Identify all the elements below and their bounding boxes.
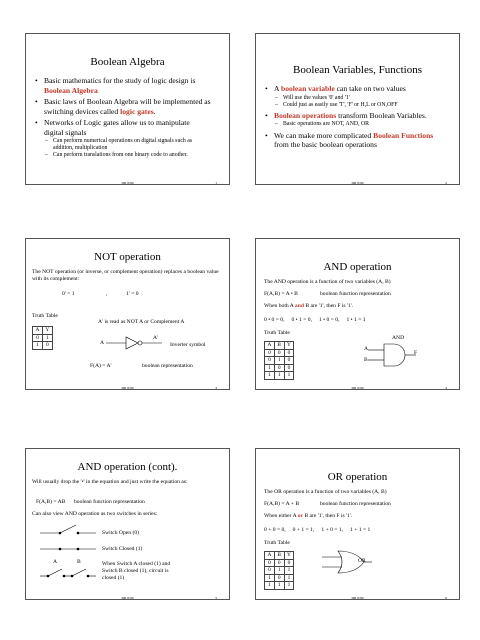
bullet: • A boolean variable can take on two values – Will use the values '0' and '1' – Could just as easily use 'T', 'F' or H,L or ON,OFF	[264, 84, 447, 109]
highlight-term: boolean variable	[280, 84, 335, 93]
footer-text: DR 8/99	[121, 181, 134, 185]
truth-table-cell: 0	[284, 559, 294, 567]
truth-table-cell: 0	[42, 342, 52, 350]
truth-table-cell: 0	[274, 559, 284, 567]
switch-a-label: A	[53, 559, 58, 565]
gate-label: AND	[392, 335, 405, 341]
truth-table-cell: 1	[265, 364, 275, 372]
truth-table-cell: 1	[284, 582, 294, 590]
highlight-term: or	[297, 513, 303, 519]
function-label: boolean representation	[142, 363, 193, 369]
truth-table-row	[265, 559, 294, 567]
truth-table	[264, 551, 294, 590]
truth-table-cell: 1	[33, 342, 43, 350]
truth-table-cell: 0	[265, 567, 275, 575]
footer-text: DR 8/99	[121, 596, 134, 600]
truth-table-header-cell: A	[33, 327, 43, 335]
slide-number: 4	[445, 386, 447, 390]
truth-table-cell: 0	[284, 364, 294, 372]
switch-open-label: Switch Open (0)	[102, 530, 139, 536]
slide-number: 1	[215, 181, 217, 185]
truth-table-header	[265, 552, 294, 560]
sub-bullet: – Basic operations are NOT, AND, OR	[274, 121, 447, 128]
switch-diagram-icon	[40, 521, 100, 591]
truth-table	[32, 326, 53, 350]
truth-table-label: Truth Table	[264, 330, 290, 336]
truth-table-cell: 1	[274, 372, 284, 380]
truth-table-row	[265, 567, 294, 575]
truth-table-cell: 1	[284, 574, 294, 582]
slide-title: OR operation	[327, 471, 388, 483]
equation: 0' = 1	[62, 291, 75, 297]
gate-label: OR	[358, 558, 366, 564]
footer-text: DR 8/99	[351, 386, 364, 390]
inverter-label: Inverter symbol	[170, 342, 206, 348]
footer-text: DR 8/99	[351, 596, 364, 600]
truth-table-header-cell: B	[274, 342, 284, 350]
slide-title: NOT operation	[94, 251, 161, 263]
sub-list	[274, 121, 447, 128]
sub-list	[44, 138, 211, 160]
function-expression: F(A,B) = A + B	[264, 501, 300, 507]
slide-not-operation	[25, 238, 230, 390]
switch-text: Can also view AND operation as two switches in series:	[32, 511, 158, 517]
truth-table-cell: 1	[265, 582, 275, 590]
truth-table-row	[265, 574, 294, 582]
truth-table-row	[265, 582, 294, 590]
sub-bullet: – Will use the values '0' and '1'	[274, 95, 447, 102]
truth-table-row	[265, 372, 294, 380]
function-expression: F(A,B) = AB	[36, 499, 66, 505]
sub-bullet: – Can perform translations from one binary code to another.	[44, 152, 211, 159]
truth-table-row	[33, 342, 53, 350]
truth-table-cell: 0	[284, 349, 294, 357]
gate-input-label: A	[100, 340, 105, 346]
truth-table-row	[33, 334, 53, 342]
bullet: • Basic laws of Boolean Algebra will be implemented as switching devices called logic gates.	[34, 97, 211, 116]
gate-input-a: A	[364, 346, 369, 352]
truth-table-cell: 0	[33, 334, 43, 342]
truth-table-cell: 0	[274, 349, 284, 357]
intro-text: The OR operation is a function of two variables (A, B)	[264, 489, 387, 495]
when-text: When Switch A closed (1) and Switch B closed (1), circuit is closed (1)	[102, 561, 171, 582]
slide-boolean-algebra	[25, 33, 230, 185]
truth-table-cell: 1	[265, 574, 275, 582]
slide-number: 2	[445, 181, 447, 185]
footer-text: DR 8/99	[351, 181, 364, 185]
truth-table-cell: 0	[284, 357, 294, 365]
equation-separator: ,	[106, 291, 108, 297]
truth-table-row	[265, 349, 294, 357]
bullet: • We can make more complicated Boolean Functions from the basic boolean operations	[264, 131, 447, 150]
slide-number: 6	[445, 596, 447, 600]
truth-table-header-cell: Y	[284, 342, 294, 350]
truth-table-cell: 1	[42, 334, 52, 342]
truth-table-label: Truth Table	[264, 540, 290, 546]
function-label: boolean function representation	[74, 499, 145, 505]
truth-table-header-cell: Y	[284, 552, 294, 560]
truth-table-row	[265, 357, 294, 365]
switch-b-label: B	[77, 559, 81, 565]
truth-table-cell: 0	[265, 349, 275, 357]
truth-table-header-cell: B	[274, 552, 284, 560]
truth-table-cell: 0	[274, 574, 284, 582]
gate-input-b: B	[364, 357, 368, 363]
slide-boolean-variables	[255, 33, 460, 185]
truth-table-header-cell: A	[265, 342, 275, 350]
slide-number: 5	[215, 596, 217, 600]
truth-table-header-cell: A	[265, 552, 275, 560]
truth-table-label: Truth Table	[32, 313, 58, 319]
function-expression: F(A) = A'	[90, 363, 112, 369]
truth-table	[264, 341, 294, 380]
equation: 1' = 0	[126, 291, 139, 297]
bullet-list	[264, 84, 447, 152]
truth-table-header-cell: Y	[42, 327, 52, 335]
truth-table-header	[33, 327, 53, 335]
sub-bullet: – Can perform numerical operations on digital signals such as addition, multiplication	[44, 138, 211, 152]
condition-text: When both A and B are '1', then F is '1'.	[264, 303, 354, 309]
highlight-term: Boolean operations	[274, 110, 337, 120]
bullet-list	[34, 76, 211, 162]
slide-or-operation	[255, 448, 460, 600]
intro-text: Will usually drop the '•' in the equation and just write the equation as:	[32, 479, 188, 485]
truth-table-cell: 1	[284, 372, 294, 380]
truth-table-cell: 1	[284, 567, 294, 575]
slide-and-operation	[255, 238, 460, 390]
truth-table-cell: 0	[265, 559, 275, 567]
slide-number: 3	[215, 386, 217, 390]
slide-title: AND operation (cont).	[77, 461, 178, 473]
truth-table-cell: 1	[274, 582, 284, 590]
slide-title: Boolean Variables, Functions	[292, 64, 423, 76]
rules-text: 0 • 0 = 0, 0 • 1 = 0, 1 • 0 = 0, 1 • 1 = 1	[264, 317, 366, 323]
slide-and-operation-cont	[25, 448, 230, 600]
intro-text: The NOT operation (or inverse, or complement operation) replaces a boolean value with its complement:	[32, 269, 219, 283]
switch-closed-label: Switch Closed (1)	[102, 546, 143, 552]
bullet: • Networks of Logic gates allow us to manipulate digital signals – Can perform numerical operations on digital signals such as addition, multiplication – Can perform translations from one binary code to another.	[34, 118, 211, 160]
highlight-term: logic gates	[120, 106, 154, 116]
condition-text: When either A or B are '1', then F is '1'.	[264, 513, 353, 519]
highlight-term: Boolean Functions	[373, 130, 434, 140]
truth-table-cell: 1	[274, 357, 284, 365]
inverter-gate-icon	[106, 333, 166, 353]
footer-text: DR 8/99	[121, 386, 134, 390]
rules-text: 0 + 0 = 0, 0 + 1 = 1, 1 + 0 = 1, 1 + 1 = 1	[264, 527, 371, 533]
highlight-term: and	[294, 303, 304, 309]
bullet: • Basic mathematics for the study of logic design is Boolean Algebra	[34, 76, 211, 95]
truth-table-row	[265, 364, 294, 372]
slide-title: AND operation	[323, 261, 392, 273]
function-expression: F(A,B) = A • B	[264, 291, 298, 297]
slide-title: Boolean Algebra	[90, 56, 165, 68]
truth-table-cell: 1	[265, 372, 275, 380]
truth-table-cell: 0	[265, 357, 275, 365]
truth-table-cell: 1	[274, 567, 284, 575]
function-label: boolean function representation	[320, 501, 391, 507]
gate-output-label: A'	[153, 335, 159, 341]
truth-table-header	[265, 342, 294, 350]
read-as-text: A' is read as NOT A or Complement A	[98, 319, 185, 325]
function-label: boolean function representation	[320, 291, 391, 297]
sub-bullet: – Could just as easily use 'T', 'F' or H,L or ON,OFF	[274, 102, 447, 109]
sub-list	[274, 95, 447, 109]
bullet: • Boolean operations transform Boolean Variables. – Basic operations are NOT, AND, OR	[264, 111, 447, 129]
truth-table-cell: 0	[274, 364, 284, 372]
gate-output: F	[414, 350, 418, 356]
intro-text: The AND operation is a function of two variables (A, B)	[264, 279, 391, 285]
and-gate-icon	[368, 342, 418, 368]
highlight-term: Boolean Algebra	[44, 85, 98, 95]
